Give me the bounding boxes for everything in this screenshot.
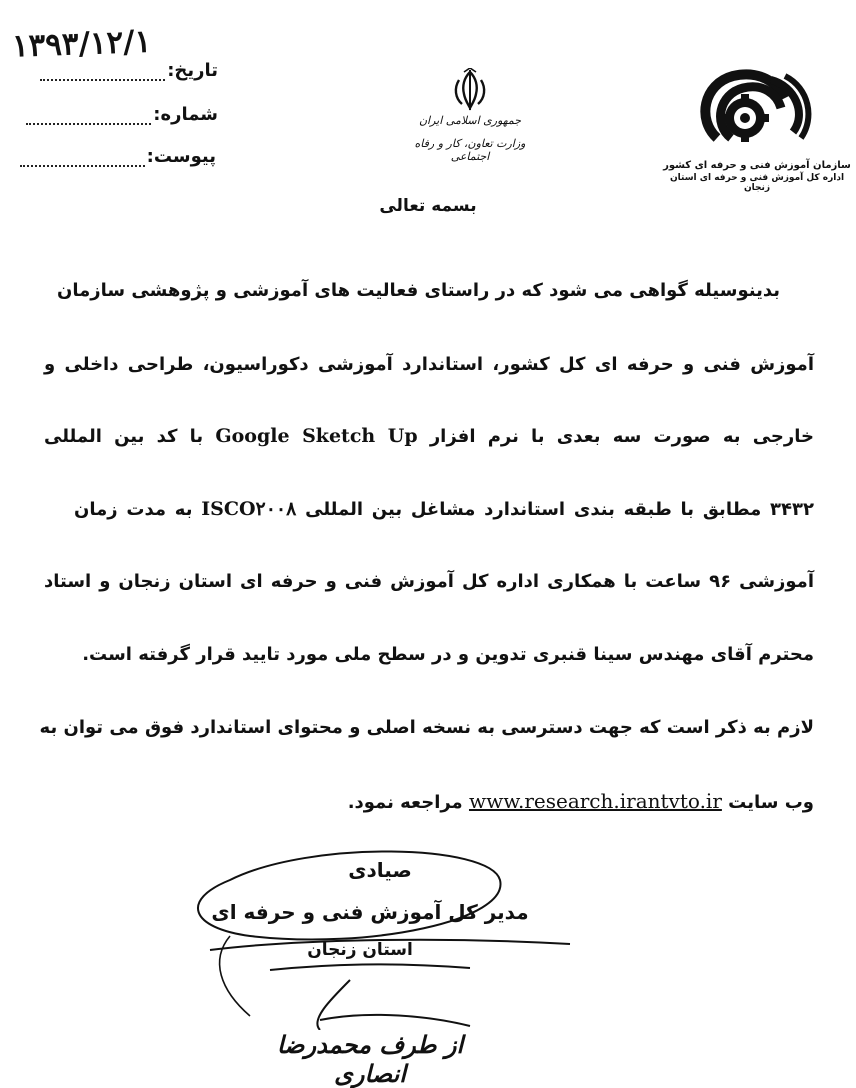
attachment-dotted-line bbox=[20, 151, 145, 167]
body-line-3 bbox=[44, 425, 814, 447]
tvto-logo-icon bbox=[697, 68, 817, 152]
organization-province-office: اداره کل آموزش فنی و حرفه ای استان زنجان bbox=[669, 173, 845, 193]
number-label: شماره: bbox=[153, 104, 218, 125]
signatory-province: استان زنجان bbox=[307, 940, 413, 960]
body-line-5: آموزشی ۹۶ ساعت با همکاری اداره کل آموزش فنی و حرفه ای استان زنجان و استاد bbox=[44, 571, 814, 592]
isco-standard: ISCO۲۰۰۸ bbox=[201, 498, 297, 520]
number-field bbox=[20, 104, 218, 125]
on-behalf-signature: از طرف محمدرضا انصاری bbox=[276, 1030, 464, 1088]
isco-code: ۳۴۳۲ bbox=[770, 499, 814, 520]
body-line-8 bbox=[44, 789, 814, 813]
organization-logo-block bbox=[662, 68, 852, 193]
iran-emblem-block bbox=[395, 68, 545, 163]
body-line-3-end: با کد بین المللی bbox=[44, 426, 204, 447]
body-line-4-end: به مدت زمان bbox=[74, 499, 193, 520]
organization-name: سازمان آموزش فنی و حرفه ای کشور bbox=[663, 160, 851, 171]
body-line-4 bbox=[74, 498, 814, 520]
body-line-6: محترم آقای مهندس سینا قنبری تدوین و در سطح ملی مورد تایید قرار گرفته است. bbox=[82, 644, 814, 665]
signatory-title: مدیر کل آموزش فنی و حرفه ای bbox=[211, 900, 529, 924]
attachment-label: پیوست: bbox=[146, 146, 216, 167]
date-dotted-line bbox=[40, 65, 165, 81]
date-field bbox=[28, 60, 218, 81]
iran-emblem-icon bbox=[450, 68, 490, 112]
attachment-field bbox=[16, 146, 216, 167]
emblem-country-name: جمهوری اسلامی ایران bbox=[418, 114, 522, 127]
signatory-name: صیادی bbox=[348, 858, 412, 882]
body-line-4-middle: مطابق با طبقه بندی استاندارد مشاغل بین المللی bbox=[305, 499, 762, 520]
body-line-1: بدینوسیله گواهی می شود که در راستای فعالیت های آموزشی و پژوهشی سازمان bbox=[57, 280, 780, 301]
research-website-link[interactable]: www.research.irantvto.ir bbox=[468, 789, 722, 813]
emblem-ministry-name: وزارت تعاون، کار و رفاه اجتماعی bbox=[414, 137, 526, 163]
body-line-3-start: خارجی به صورت سه بعدی با نرم افزار bbox=[429, 426, 815, 447]
body-line-2: آموزش فنی و حرفه ای کل کشور، استاندارد آموزشی دکوراسیون، طراحی داخلی و bbox=[44, 354, 814, 375]
body-line-8-end: مراجعه نمود. bbox=[347, 792, 463, 813]
handwritten-date: ۱۳۹۳/۱۲/۱ bbox=[11, 23, 152, 65]
date-label: تاریخ: bbox=[167, 60, 218, 81]
body-line-7: لازم به ذکر است که جهت دسترسی به نسخه اصلی و محتوای استاندارد فوق می توان به bbox=[39, 717, 814, 738]
body-line-8-start: وب سایت bbox=[728, 792, 814, 813]
number-dotted-line bbox=[26, 109, 151, 125]
software-name: Google Sketch Up bbox=[215, 425, 418, 447]
bismillah-heading: بسمه تعالی bbox=[379, 196, 477, 216]
